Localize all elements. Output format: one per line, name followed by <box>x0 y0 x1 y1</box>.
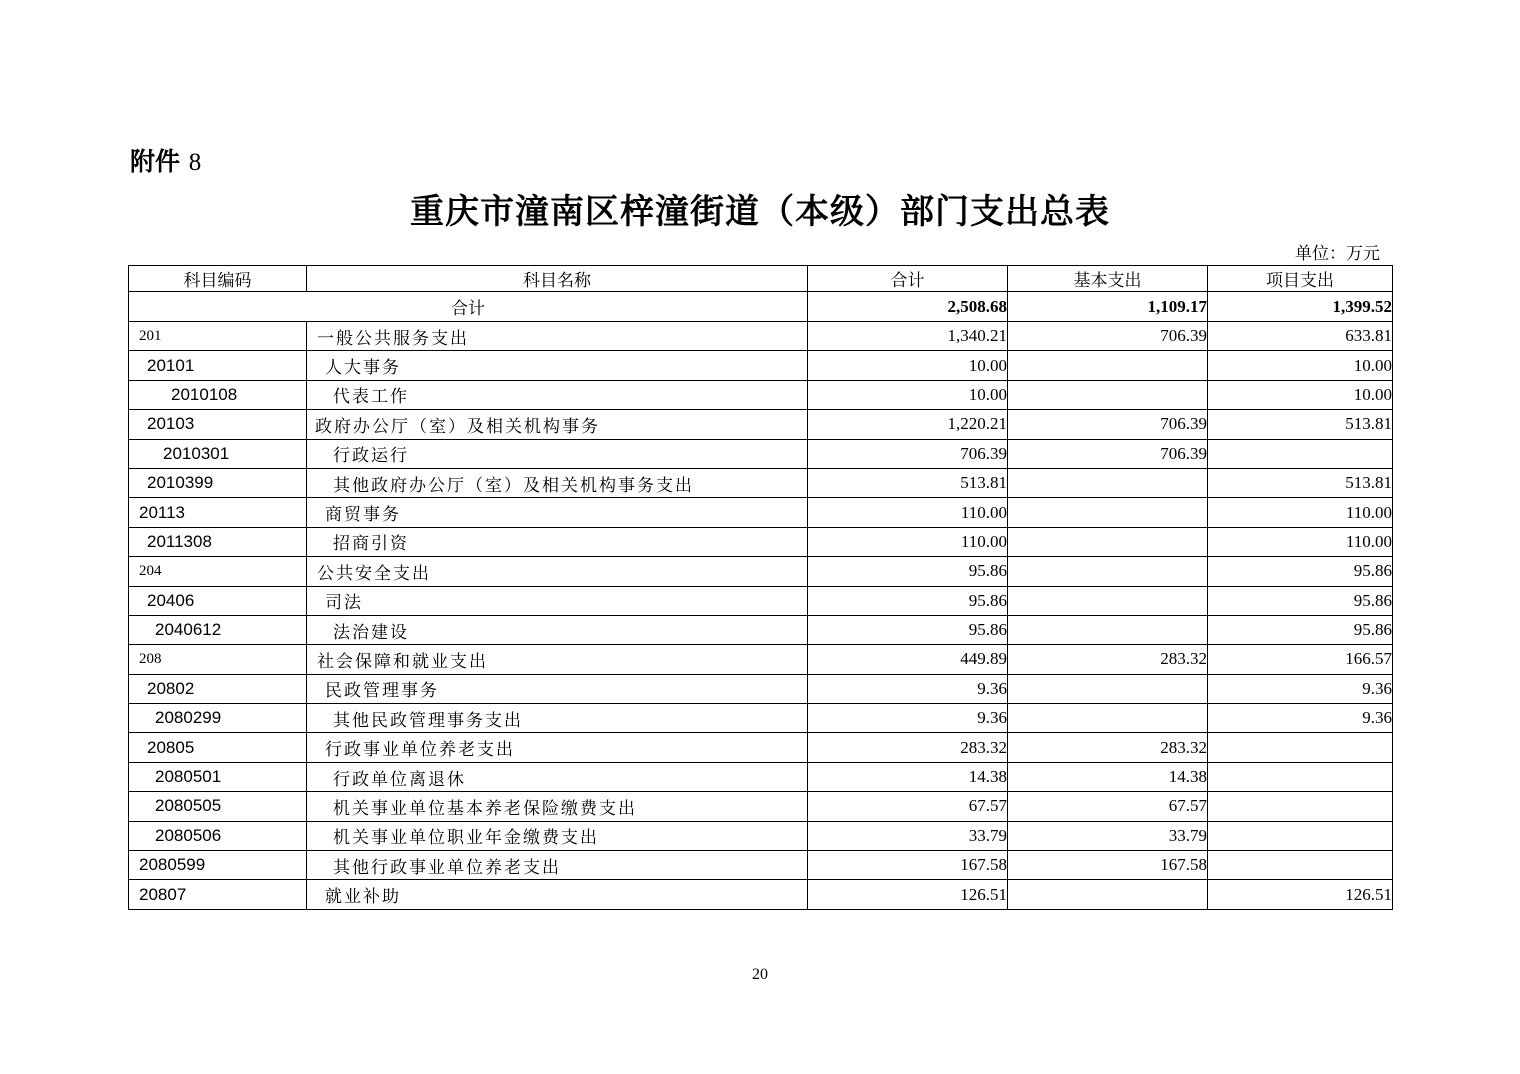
row-name: 政府办公厅（室）及相关机构事务 <box>307 410 808 439</box>
table-row <box>129 498 1393 527</box>
row-name: 机关事业单位基本养老保险缴费支出 <box>307 792 808 821</box>
page-title: 重庆市潼南区梓潼街道（本级）部门支出总表 <box>410 192 1110 232</box>
row-code: 20807 <box>129 880 307 909</box>
row-total: 449.89 <box>808 645 1008 674</box>
row-name: 一般公共服务支出 <box>307 322 808 351</box>
row-total: 513.81 <box>808 468 1008 497</box>
row-project: 95.86 <box>1208 586 1393 615</box>
row-code: 20113 <box>129 498 307 527</box>
row-name: 法治建设 <box>307 615 808 644</box>
table-row <box>129 645 1393 674</box>
row-basic: 283.32 <box>1008 733 1208 762</box>
row-code: 2011308 <box>129 527 307 556</box>
row-basic <box>1008 880 1208 909</box>
header-total: 合计 <box>808 266 1008 292</box>
row-code: 20101 <box>129 351 307 380</box>
header-project: 项目支出 <box>1208 266 1393 292</box>
table-row <box>129 674 1393 703</box>
row-total: 1,220.21 <box>808 410 1008 439</box>
row-total: 10.00 <box>808 351 1008 380</box>
row-project: 10.00 <box>1208 380 1393 409</box>
row-total: 33.79 <box>808 821 1008 850</box>
row-name: 公共安全支出 <box>307 557 808 586</box>
row-project: 9.36 <box>1208 674 1393 703</box>
row-name: 社会保障和就业支出 <box>307 645 808 674</box>
row-total: 110.00 <box>808 498 1008 527</box>
row-name: 人大事务 <box>307 351 808 380</box>
row-project: 110.00 <box>1208 527 1393 556</box>
row-total: 95.86 <box>808 615 1008 644</box>
row-project <box>1208 792 1393 821</box>
row-project: 9.36 <box>1208 704 1393 733</box>
annex-label-text: 附件 <box>130 147 181 176</box>
annex-label <box>130 142 201 178</box>
row-code: 2010108 <box>129 380 307 409</box>
row-name: 招商引资 <box>307 527 808 556</box>
table-row <box>129 410 1393 439</box>
row-name: 其他政府办公厅（室）及相关机构事务支出 <box>307 468 808 497</box>
row-basic: 67.57 <box>1008 792 1208 821</box>
total-project: 1,399.52 <box>1208 292 1393 322</box>
row-code: 20406 <box>129 586 307 615</box>
row-name: 机关事业单位职业年金缴费支出 <box>307 821 808 850</box>
row-name: 行政运行 <box>307 439 808 468</box>
row-basic: 33.79 <box>1008 821 1208 850</box>
header-code: 科目编码 <box>129 266 307 292</box>
row-basic <box>1008 557 1208 586</box>
annex-number: 8 <box>188 149 202 176</box>
row-total: 9.36 <box>808 674 1008 703</box>
row-code: 2080506 <box>129 821 307 850</box>
row-project: 95.86 <box>1208 615 1393 644</box>
row-name: 司法 <box>307 586 808 615</box>
table-row <box>129 380 1393 409</box>
table-row <box>129 851 1393 880</box>
unit-label: 单位：万元 <box>1295 244 1380 264</box>
row-name: 行政单位离退休 <box>307 762 808 791</box>
row-name: 行政事业单位养老支出 <box>307 733 808 762</box>
row-project: 126.51 <box>1208 880 1393 909</box>
row-project: 110.00 <box>1208 498 1393 527</box>
row-total: 95.86 <box>808 557 1008 586</box>
row-code: 20802 <box>129 674 307 703</box>
expenditure-table <box>128 265 1393 910</box>
row-basic <box>1008 468 1208 497</box>
table-header-row <box>129 266 1393 292</box>
row-basic <box>1008 704 1208 733</box>
row-total: 110.00 <box>808 527 1008 556</box>
row-name: 就业补助 <box>307 880 808 909</box>
table-row <box>129 704 1393 733</box>
page-number: 20 <box>752 966 768 983</box>
table-row <box>129 351 1393 380</box>
row-name: 代表工作 <box>307 380 808 409</box>
table-row <box>129 439 1393 468</box>
total-label: 合计 <box>129 292 808 322</box>
row-basic: 706.39 <box>1008 410 1208 439</box>
row-code: 2040612 <box>129 615 307 644</box>
total-basic: 1,109.17 <box>1008 292 1208 322</box>
row-code: 2080299 <box>129 704 307 733</box>
row-code: 2010399 <box>129 468 307 497</box>
row-project <box>1208 762 1393 791</box>
row-name: 其他行政事业单位养老支出 <box>307 851 808 880</box>
row-project: 166.57 <box>1208 645 1393 674</box>
row-basic <box>1008 674 1208 703</box>
row-code: 20103 <box>129 410 307 439</box>
row-total: 95.86 <box>808 586 1008 615</box>
row-basic: 14.38 <box>1008 762 1208 791</box>
table-row <box>129 557 1393 586</box>
row-total: 67.57 <box>808 792 1008 821</box>
row-code: 2080501 <box>129 762 307 791</box>
table-row <box>129 792 1393 821</box>
row-basic <box>1008 615 1208 644</box>
row-total: 706.39 <box>808 439 1008 468</box>
row-total: 9.36 <box>808 704 1008 733</box>
row-project: 513.81 <box>1208 410 1393 439</box>
row-name: 民政管理事务 <box>307 674 808 703</box>
row-project: 10.00 <box>1208 351 1393 380</box>
total-row <box>129 292 1393 322</box>
row-name: 其他民政管理事务支出 <box>307 704 808 733</box>
row-code: 20805 <box>129 733 307 762</box>
header-basic: 基本支出 <box>1008 266 1208 292</box>
row-project: 513.81 <box>1208 468 1393 497</box>
row-code: 204 <box>129 557 307 586</box>
row-code: 208 <box>129 645 307 674</box>
row-basic <box>1008 586 1208 615</box>
row-project <box>1208 439 1393 468</box>
table-row <box>129 762 1393 791</box>
row-total: 10.00 <box>808 380 1008 409</box>
table-row <box>129 468 1393 497</box>
row-project <box>1208 851 1393 880</box>
row-basic: 283.32 <box>1008 645 1208 674</box>
row-total: 167.58 <box>808 851 1008 880</box>
row-total: 283.32 <box>808 733 1008 762</box>
table-row <box>129 880 1393 909</box>
row-basic <box>1008 380 1208 409</box>
row-basic <box>1008 527 1208 556</box>
row-name: 商贸事务 <box>307 498 808 527</box>
row-code: 2080599 <box>129 851 307 880</box>
row-basic: 706.39 <box>1008 322 1208 351</box>
row-basic <box>1008 498 1208 527</box>
table-row <box>129 733 1393 762</box>
row-basic <box>1008 351 1208 380</box>
row-project: 633.81 <box>1208 322 1393 351</box>
table-row <box>129 615 1393 644</box>
table-row <box>129 821 1393 850</box>
table-row <box>129 527 1393 556</box>
row-project: 95.86 <box>1208 557 1393 586</box>
table-row <box>129 322 1393 351</box>
row-total: 14.38 <box>808 762 1008 791</box>
row-basic: 167.58 <box>1008 851 1208 880</box>
row-code: 2080505 <box>129 792 307 821</box>
row-project <box>1208 733 1393 762</box>
total-sum: 2,508.68 <box>808 292 1008 322</box>
table-row <box>129 586 1393 615</box>
row-total: 126.51 <box>808 880 1008 909</box>
row-basic: 706.39 <box>1008 439 1208 468</box>
row-code: 201 <box>129 322 307 351</box>
header-name: 科目名称 <box>307 266 808 292</box>
row-total: 1,340.21 <box>808 322 1008 351</box>
row-project <box>1208 821 1393 850</box>
row-code: 2010301 <box>129 439 307 468</box>
